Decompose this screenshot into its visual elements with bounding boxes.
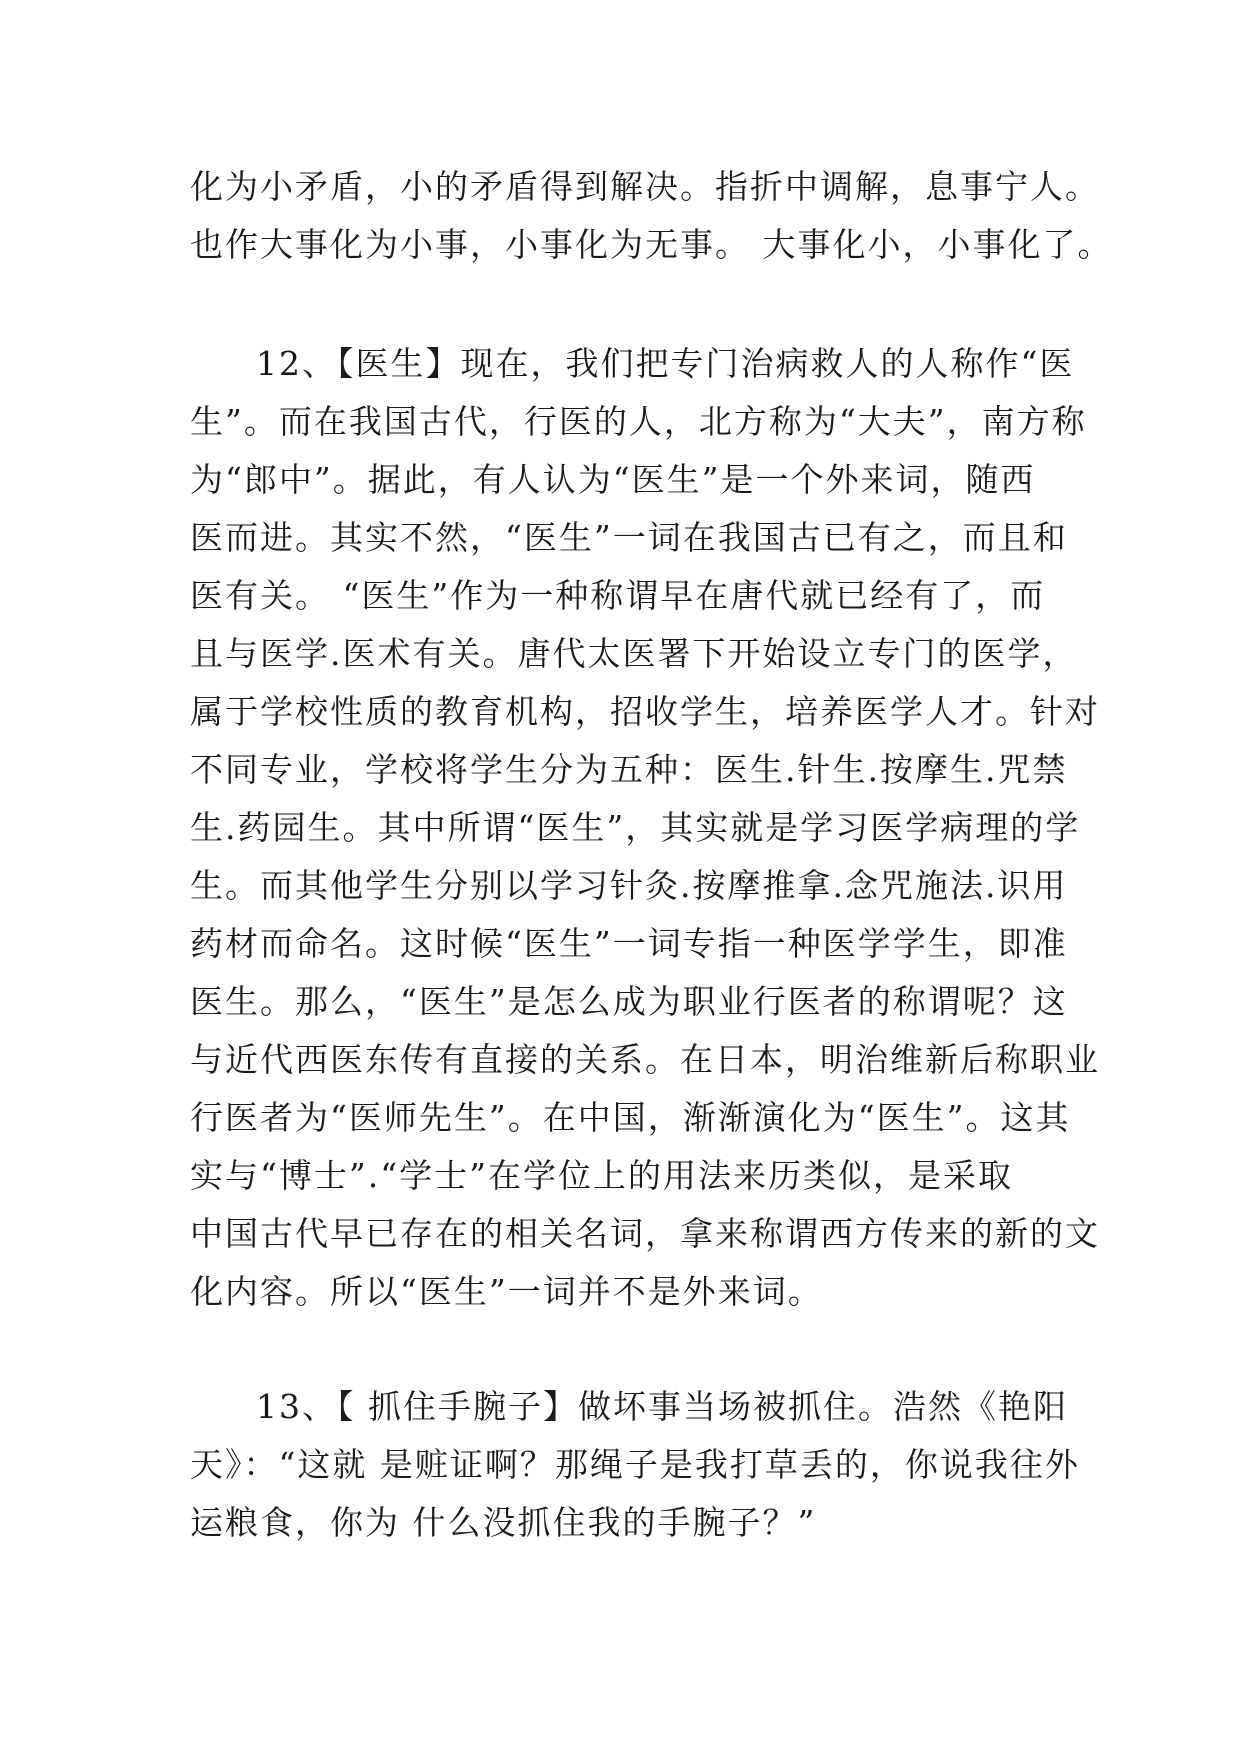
paragraph-intro [190,158,1113,274]
text-line: 为“郎中”。据此，有人认为“医生”是一个外来词，随西 [190,460,1036,499]
text-line: 行医者为“医师先生”。在中国，渐渐演化为“医生”。这其 [190,1098,1071,1137]
text-line: 医而进。其实不然，“医生”一词在我国古已有之，而且和 [190,518,1068,557]
text-line: 中国古代早已存在的相关名词，拿来称谓西方传来的新的文 [190,1214,1100,1253]
text-line: 与近代西医东传有直接的关系。在日本，明治维新后称职业 [190,1040,1100,1079]
text-line: 属于学校性质的教育机构，招收学生，培养医学人才。针对 [190,692,1100,731]
paragraph-entry-12 [190,335,1100,1321]
paragraph-entry-13 [190,1378,1080,1552]
text-line: 生”。而在我国古代，行医的人，北方称为“大夫”，南方称 [190,402,1087,441]
text-line: 医有关。 “医生”作为一种称谓早在唐代就已经有了，而 [190,576,1046,615]
text-line: 运粮食，你为 什么没抓住我的手腕子？” [190,1503,817,1542]
text-line: 化内容。所以“医生”一词并不是外来词。 [190,1272,823,1311]
text-line: 也作大事化为小事，小事化为无事。 大事化小，小事化了。 [190,225,1113,264]
text-line: 医生。那么，“医生”是怎么成为职业行医者的称谓呢？这 [190,982,1068,1021]
text-line: 生。而其他学生分别以学习针灸.按摩推拿.念咒施法.识用 [190,866,1068,905]
text-line: 实与“博士”.“学士”在学位上的用法来历类似，是采取 [190,1156,1013,1195]
text-line: 12、【医生】现在，我们把专门治病救人的人称作“医 [256,344,1075,383]
text-line: 化为小矛盾，小的矛盾得到解决。指折中调解，息事宁人。 [190,167,1100,206]
text-line: 且与医学.医术有关。唐代太医署下开始设立专门的医学， [190,634,1078,673]
text-line: 药材而命名。这时候“医生”一词专指一种医学学生，即准 [190,924,1068,963]
text-line: 天》：“这就 是赃证啊？那绳子是我打草丢的，你说我往外 [190,1445,1080,1484]
text-line: 生.药园生。其中所谓“医生”，其实就是学习医学病理的学 [190,808,1081,847]
text-line: 13、【 抓住手腕子】做坏事当场被抓住。浩然《艳阳 [256,1387,1068,1426]
text-line: 不同专业，学校将学生分为五种：医生.针生.按摩生.咒禁 [190,750,1068,789]
